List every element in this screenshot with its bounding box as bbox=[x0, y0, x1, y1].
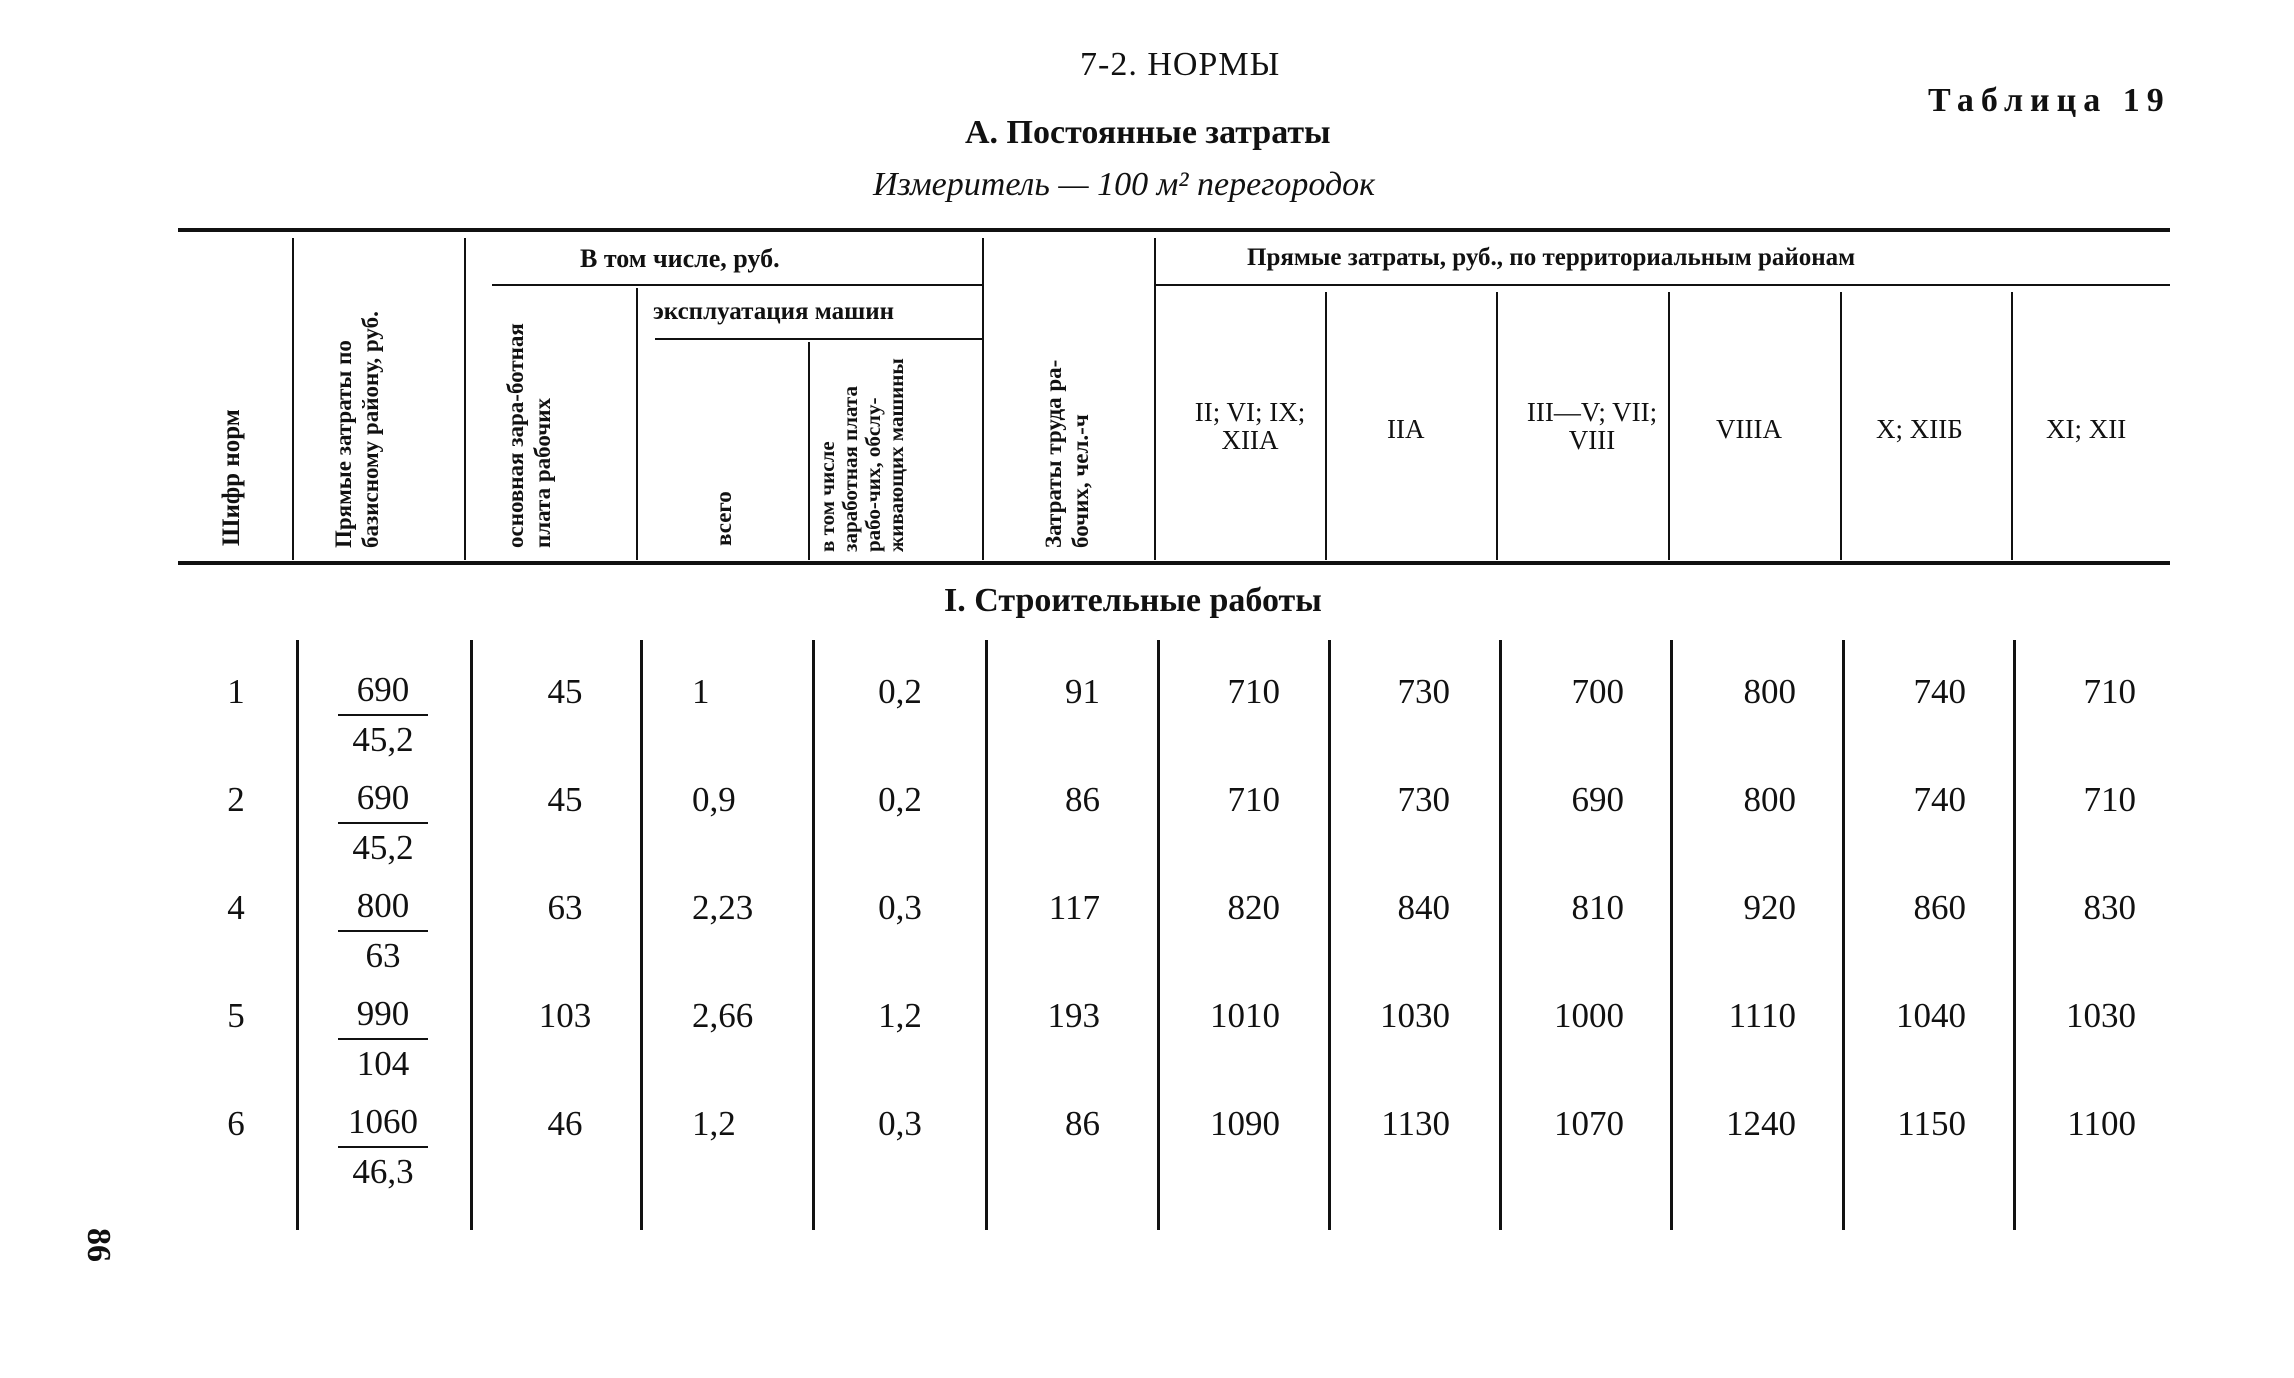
region-header: XI; XII bbox=[2046, 414, 2127, 444]
col-wages-header bbox=[502, 318, 556, 548]
region-value: 800 bbox=[1743, 780, 1796, 819]
region-value: 1150 bbox=[1897, 1104, 1966, 1143]
machines-wages-value: 1,2 bbox=[878, 996, 922, 1035]
col-base-cost-header bbox=[330, 248, 384, 548]
region-value: 740 bbox=[1913, 672, 1966, 711]
base-cost-value: 1060 bbox=[338, 1100, 428, 1148]
labor-value: 86 bbox=[1065, 1104, 1100, 1143]
hdr-vline bbox=[1325, 292, 1327, 560]
wages-value: 103 bbox=[538, 996, 592, 1035]
base-cost-fraction bbox=[338, 668, 428, 764]
wages-value: 45 bbox=[547, 780, 583, 819]
body-vline bbox=[1842, 640, 1845, 1230]
page-number: 86 bbox=[80, 1228, 117, 1262]
row-code: 4 bbox=[227, 888, 245, 927]
machines-wages-value: 0,2 bbox=[878, 780, 922, 819]
machines-group-header: эксплуатация машин bbox=[653, 298, 895, 325]
machines-wages-value: 0,2 bbox=[878, 672, 922, 711]
region-value: 700 bbox=[1571, 672, 1624, 711]
incl-group-header: В том числе, руб. bbox=[580, 244, 780, 273]
region-value: 840 bbox=[1397, 888, 1450, 927]
region-value: 800 bbox=[1743, 672, 1796, 711]
region-value: 860 bbox=[1913, 888, 1966, 927]
base-cost-fraction bbox=[338, 1100, 428, 1196]
hdr-vline bbox=[292, 238, 294, 560]
incl-group-rule bbox=[492, 284, 982, 286]
labor-value: 91 bbox=[1065, 672, 1100, 711]
machines-total-value: 2,66 bbox=[692, 996, 754, 1035]
unit-title: Измеритель — 100 м² перегородок bbox=[873, 166, 1376, 203]
base-cost-fraction bbox=[338, 776, 428, 872]
labor-value: 86 bbox=[1065, 780, 1100, 819]
region-value: 730 bbox=[1397, 780, 1450, 819]
base-cost-value: 690 bbox=[338, 776, 428, 824]
base-cost-fraction bbox=[338, 992, 428, 1088]
machines-wages-value: 0,3 bbox=[878, 888, 922, 927]
region-header-text: II; VI; IX; XIIА bbox=[1194, 397, 1306, 455]
base-wages-value: 45,2 bbox=[352, 720, 414, 759]
base-wages-value: 46,3 bbox=[352, 1152, 414, 1191]
base-wages-value: 63 bbox=[365, 936, 401, 975]
machines-group-rule bbox=[655, 338, 982, 340]
base-wages-value: 104 bbox=[356, 1044, 410, 1083]
header-bottom-rule bbox=[178, 561, 2170, 565]
col-wages-text: основная зара-ботная плата рабочих bbox=[503, 323, 555, 548]
body-vline bbox=[1499, 640, 1502, 1230]
hdr-vline bbox=[1840, 292, 1842, 560]
machines-total-value: 0,9 bbox=[692, 780, 736, 819]
wages-value: 46 bbox=[547, 1104, 583, 1143]
region-value: 1240 bbox=[1726, 1104, 1796, 1143]
region-value: 1010 bbox=[1210, 996, 1280, 1035]
hdr-vline bbox=[982, 238, 984, 560]
region-value: 1040 bbox=[1896, 996, 1966, 1035]
section-label: I. Строительные работы bbox=[944, 582, 1322, 619]
region-value: 1100 bbox=[2067, 1104, 2136, 1143]
base-cost-fraction bbox=[338, 884, 428, 980]
hdr-vline bbox=[1496, 292, 1498, 560]
section-title: 7-2. НОРМЫ bbox=[1080, 46, 1281, 83]
body-vline bbox=[812, 640, 815, 1230]
base-cost-value: 800 bbox=[338, 884, 428, 932]
region-header bbox=[1522, 398, 1662, 454]
hdr-vline bbox=[636, 288, 638, 560]
body-vline bbox=[2013, 640, 2016, 1230]
region-value: 690 bbox=[1571, 780, 1624, 819]
machines-wages-value: 0,3 bbox=[878, 1104, 922, 1143]
body-vline bbox=[985, 640, 988, 1230]
col-code-header: Шифр норм bbox=[218, 409, 245, 546]
base-cost-value: 990 bbox=[338, 992, 428, 1040]
body-vline bbox=[470, 640, 473, 1230]
table-top-rule bbox=[178, 228, 2170, 232]
base-cost-value: 690 bbox=[338, 668, 428, 716]
region-value: 1030 bbox=[1380, 996, 1450, 1035]
body-vline bbox=[1670, 640, 1673, 1230]
region-value: 820 bbox=[1227, 888, 1280, 927]
body-vline bbox=[640, 640, 643, 1230]
row-code: 6 bbox=[227, 1104, 245, 1143]
region-value: 710 bbox=[2083, 780, 2136, 819]
region-value: 1070 bbox=[1554, 1104, 1624, 1143]
hdr-vline bbox=[2011, 292, 2013, 560]
labor-value: 193 bbox=[1047, 996, 1100, 1035]
region-value: 710 bbox=[2083, 672, 2136, 711]
region-header: VIIIА bbox=[1716, 414, 1782, 444]
region-value: 1110 bbox=[1728, 996, 1796, 1035]
wages-value: 45 bbox=[547, 672, 583, 711]
body-vline bbox=[1328, 640, 1331, 1230]
region-value: 1000 bbox=[1554, 996, 1624, 1035]
col-machines-wages-header bbox=[816, 352, 908, 552]
machines-total-value: 1,2 bbox=[692, 1104, 736, 1143]
col-base-cost-text: Прямые затраты по базисному району, руб. bbox=[331, 311, 383, 548]
region-value: 740 bbox=[1913, 780, 1966, 819]
table-number: Таблица 19 bbox=[1928, 82, 2171, 119]
col-machines-wages-text: в том числе заработная плата рабо-чих, обслу-живающих машины bbox=[815, 358, 908, 552]
base-wages-value: 45,2 bbox=[352, 828, 414, 867]
regions-group-rule bbox=[1156, 284, 2170, 286]
region-value: 1090 bbox=[1210, 1104, 1280, 1143]
row-code: 2 bbox=[227, 780, 245, 819]
region-value: 1030 bbox=[2066, 996, 2136, 1035]
col-labor-header bbox=[1040, 298, 1094, 548]
labor-value: 117 bbox=[1048, 888, 1100, 927]
region-value: 710 bbox=[1227, 780, 1280, 819]
body-vline bbox=[296, 640, 299, 1230]
region-value: 1130 bbox=[1381, 1104, 1450, 1143]
hdr-vline bbox=[1668, 292, 1670, 560]
col-labor-text: Затраты труда ра-бочих, чел.-ч bbox=[1041, 359, 1093, 548]
col-machines-total-header: всего bbox=[711, 491, 736, 546]
regions-group-header: Прямые затраты, руб., по территориальным районам bbox=[1247, 244, 1856, 271]
region-header bbox=[1194, 398, 1306, 454]
hdr-vline bbox=[1154, 238, 1156, 560]
region-value: 810 bbox=[1571, 888, 1624, 927]
body-vline bbox=[1157, 640, 1160, 1230]
row-code: 5 bbox=[227, 996, 245, 1035]
region-value: 710 bbox=[1227, 672, 1280, 711]
hdr-vline bbox=[464, 238, 466, 560]
region-header-text: III—V; VII; VIII bbox=[1526, 397, 1658, 455]
region-value: 730 bbox=[1397, 672, 1450, 711]
region-value: 920 bbox=[1743, 888, 1796, 927]
region-header: IIА bbox=[1387, 414, 1425, 444]
part-title: А. Постоянные затраты bbox=[965, 114, 1331, 151]
region-value: 830 bbox=[2083, 888, 2136, 927]
machines-total-value: 1 bbox=[692, 672, 710, 711]
wages-value: 63 bbox=[547, 888, 583, 927]
row-code: 1 bbox=[227, 672, 245, 711]
machines-total-value: 2,23 bbox=[692, 888, 754, 927]
region-header: X; XIIБ bbox=[1876, 414, 1963, 444]
hdr-vline bbox=[808, 342, 810, 560]
